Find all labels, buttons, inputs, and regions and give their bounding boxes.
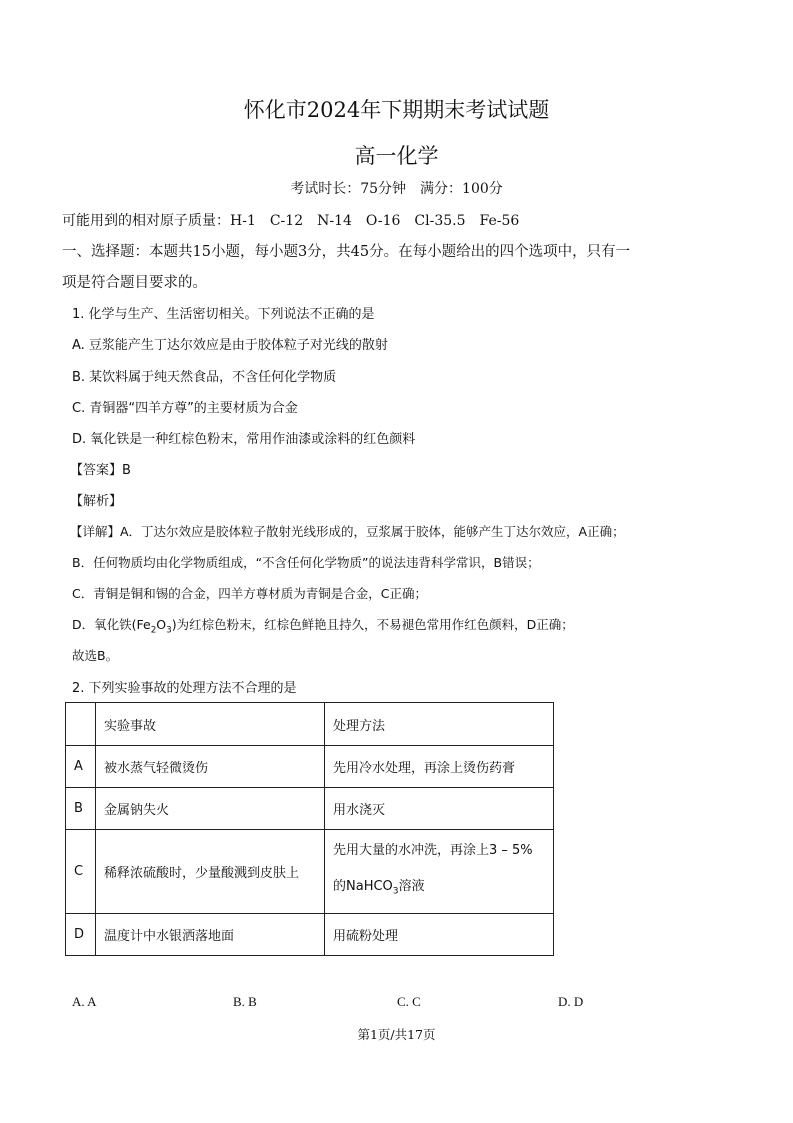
section-heading-line1: 一、选择题：本题共15小题，每小题3分，共45分。在每小题给出的四个选项中，只有一 (62, 244, 631, 260)
table-header-cell: 处理方法 (325, 703, 554, 746)
table-header-cell: 实验事故 (96, 703, 325, 746)
method-line-2: 的NaHCO$_3$溶液 (333, 879, 425, 897)
explanation-line-b: B．任何物质均由化学物质组成，“不含任何化学物质”的说法违背科学常识，B错误； (72, 555, 540, 570)
question-2-stem: 2. 下列实验事故的处理方法不合理的是 (72, 681, 297, 696)
question-2-choice-d: D. D (558, 994, 584, 1009)
atomic-masses: 可能用到的相对原子质量：H-1 C-12 N-14 O-16 Cl-35.5 Fe-56 (62, 213, 520, 229)
section-heading-line2: 项是符合题目要求的。 (62, 275, 207, 291)
accident-cell: 稀释浓硫酸时，少量酸溅到皮肤上 (96, 830, 325, 914)
accident-cell: 金属钠失火 (96, 788, 325, 830)
exam-subtitle: 高一化学 (354, 144, 439, 168)
table-row (66, 914, 554, 956)
accident-cell: 被水蒸气轻微烫伤 (96, 746, 325, 788)
row-label: A (66, 746, 96, 788)
table-row (66, 830, 554, 914)
method-cell: 用硫粉处理 (325, 914, 554, 956)
row-label: C (66, 830, 96, 914)
method-line-1: 先用大量的水冲洗，再涂上3 – 5% (333, 843, 533, 859)
table-header-cell (66, 703, 96, 746)
exam-info: 考试时长：75分钟 满分：100分 (290, 181, 503, 197)
exam-title: 怀化市2024年下期期末考试试题 (243, 98, 550, 122)
table-row (66, 788, 554, 830)
method-cell: 先用冷水处理，再涂上烫伤药膏 (325, 746, 554, 788)
question-1-option-b: B. 某饮料属于纯天然食品，不含任何化学物质 (72, 370, 337, 385)
question-1-stem: 1. 化学与生产、生活密切相关。下列说法不正确的是 (72, 307, 375, 322)
method-cell (325, 830, 554, 914)
question-1-option-a: A. 豆浆能产生丁达尔效应是由于胶体粒子对光线的散射 (72, 338, 388, 353)
table-header-row (66, 703, 554, 746)
analysis-label: 【解析】 (70, 494, 123, 509)
explanation-line-a: 【详解】A．丁达尔效应是胶体粒子散射光线形成的，豆浆属于胶体，能够产生丁达尔效应，A正确； (70, 524, 625, 539)
question-1-option-d: D. 氧化铁是一种红棕色粉末，常用作油漆或涂料的红色颜料 (72, 432, 416, 447)
row-label: D (66, 914, 96, 956)
conclusion: 故选B。 (72, 648, 119, 663)
table-row (66, 746, 554, 788)
page-footer: 第1页/共17页 (357, 1027, 436, 1042)
accident-table (65, 702, 554, 956)
answer-label: 【答案】B (70, 463, 131, 478)
question-2-choice-c: C. C (397, 994, 421, 1009)
question-1-option-c: C. 青铜器“四羊方尊”的主要材质为合金 (72, 401, 298, 416)
row-label: B (66, 788, 96, 830)
accident-cell: 温度计中水银洒落地面 (96, 914, 325, 956)
question-2-choice-a: A. A (72, 994, 97, 1009)
question-2-choice-b: B. B (233, 994, 257, 1009)
explanation-line-d: D．氧化铁$(Fe_2O_3)$为红棕色粉末，红棕色鲜艳且持久，不易褪色常用作红色颜料，D正确； (72, 617, 574, 636)
explanation-line-c: C．青铜是铜和锡的合金，四羊方尊材质为青铜是合金，C正确； (72, 586, 427, 601)
method-cell: 用水浇灭 (325, 788, 554, 830)
